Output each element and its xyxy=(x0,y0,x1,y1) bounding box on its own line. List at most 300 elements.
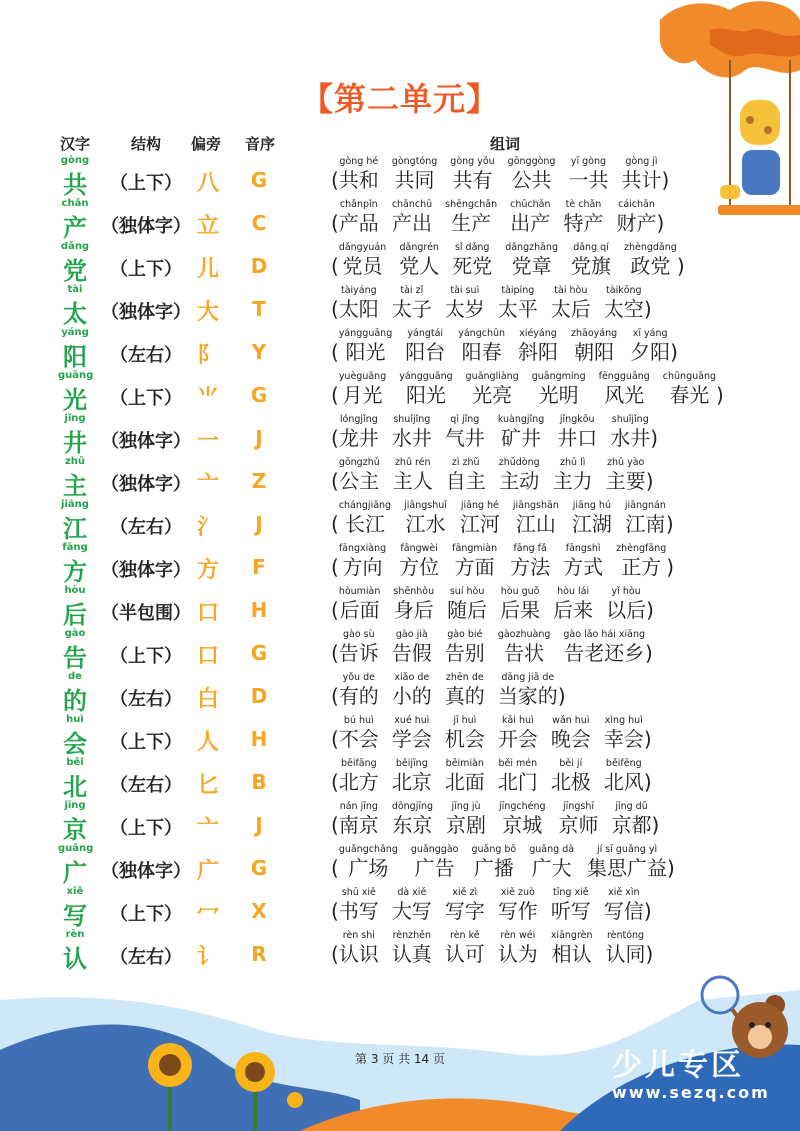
char-radical: 冖 xyxy=(196,902,219,927)
word-pinyin: guǎngchǎng xyxy=(338,844,398,855)
char-structure: （上下） xyxy=(110,904,182,925)
word-text: 北方 xyxy=(338,770,379,794)
word-pinyin: hòumiàn xyxy=(338,586,381,597)
hanzi-char: 井 xyxy=(63,429,87,457)
hanzi-char: 党 xyxy=(63,257,87,285)
open-paren: ( xyxy=(331,641,339,665)
word-text: 告老还乡 xyxy=(564,641,645,665)
open-paren: ( xyxy=(331,684,339,708)
header-char: 汉字 xyxy=(59,135,90,153)
word-item xyxy=(392,198,432,235)
word-item xyxy=(339,628,379,665)
word-pinyin: gōngzhǔ xyxy=(338,457,380,468)
word-item xyxy=(404,499,447,536)
char-radical: 方 xyxy=(196,558,219,583)
word-item xyxy=(471,843,516,880)
word-text: 不会 xyxy=(338,727,379,751)
word-pinyin: běi mén xyxy=(498,758,538,769)
table-row xyxy=(0,802,800,845)
word-item xyxy=(663,370,716,407)
open-paren: ( xyxy=(331,598,339,622)
word-item xyxy=(339,886,379,923)
word-group xyxy=(331,155,669,192)
word-item xyxy=(625,499,666,536)
word-pinyin: zhāoyáng xyxy=(571,328,618,339)
word-pinyin: guāngmíng xyxy=(531,371,586,382)
word-pinyin: dǎngrén xyxy=(399,242,439,253)
word-pinyin: xiě zuò xyxy=(500,887,535,898)
char-pinyin: huì xyxy=(66,714,84,725)
word-group xyxy=(331,843,675,880)
char-radical: 八 xyxy=(196,171,219,196)
word-text: 认为 xyxy=(497,942,538,966)
hanzi-char: 光 xyxy=(63,386,87,414)
word-text: 后来 xyxy=(553,598,594,622)
word-item xyxy=(445,198,497,235)
word-text: 方式 xyxy=(563,555,604,579)
char-structure: （独体字） xyxy=(101,474,191,495)
word-text: 以后 xyxy=(606,598,647,622)
word-text: 矿井 xyxy=(501,426,542,450)
word-item xyxy=(339,843,398,880)
close-paren: ) xyxy=(676,254,685,278)
word-item xyxy=(339,714,379,751)
word-group xyxy=(331,671,566,708)
word-text: 北极 xyxy=(550,770,591,794)
page-title: 【第二单元】 xyxy=(300,80,499,118)
word-pinyin: yángguāng xyxy=(338,328,393,339)
word-item xyxy=(498,413,544,450)
word-item xyxy=(508,155,556,192)
word-item xyxy=(568,155,608,192)
word-pinyin: jiāngshuǐ xyxy=(404,500,447,511)
open-paren: ( xyxy=(331,254,339,278)
word-pinyin: yuèguāng xyxy=(338,371,387,382)
word-item xyxy=(392,671,432,708)
word-pinyin: zhǔ lì xyxy=(560,457,586,468)
char-pinyin: chǎn xyxy=(61,198,89,209)
word-text: 共同 xyxy=(394,168,435,192)
pinyin-initial: J xyxy=(255,512,263,536)
word-text: 水井 xyxy=(610,426,651,450)
word-text: 太阳 xyxy=(338,297,379,321)
word-pinyin: xiě xìn xyxy=(608,887,640,898)
hanzi-char: 后 xyxy=(63,601,87,629)
char-structure: （左右） xyxy=(110,345,182,366)
close-paren: ) xyxy=(656,211,665,235)
word-text: 集思广益 xyxy=(587,856,668,880)
word-item xyxy=(392,284,432,321)
word-item xyxy=(339,499,391,536)
word-pinyin: zhèngfāng xyxy=(616,543,667,554)
word-pinyin: tài hòu xyxy=(554,285,588,296)
word-item xyxy=(392,886,432,923)
word-text: 生产 xyxy=(451,211,492,235)
word-item xyxy=(339,241,386,278)
word-text: 方向 xyxy=(342,555,383,579)
word-item xyxy=(392,628,432,665)
word-pinyin: xiāngrèn xyxy=(550,930,593,941)
word-pinyin: rènzhēn xyxy=(392,930,432,941)
word-item xyxy=(551,714,591,751)
word-item xyxy=(498,671,558,708)
char-pinyin: jiāng xyxy=(61,499,89,510)
table-row xyxy=(0,372,800,415)
pinyin-initial: H xyxy=(250,598,268,622)
hanzi-char: 阳 xyxy=(63,343,87,371)
word-pinyin: fāngxiàng xyxy=(338,543,387,554)
word-pinyin: zhǔdòng xyxy=(498,457,540,468)
word-item xyxy=(339,929,379,966)
word-pinyin: cáichǎn xyxy=(618,199,655,210)
word-text: 认识 xyxy=(338,942,379,966)
word-text: 北门 xyxy=(497,770,538,794)
word-pinyin: jīng dū xyxy=(615,801,648,812)
word-item xyxy=(339,800,379,837)
word-text: 写作 xyxy=(497,899,538,923)
word-item xyxy=(604,886,644,923)
word-item xyxy=(571,327,617,364)
word-item xyxy=(445,929,485,966)
word-pinyin: shēnhòu xyxy=(393,586,435,597)
word-text: 广大 xyxy=(531,856,572,880)
word-pinyin: dōngjīng xyxy=(391,801,434,812)
hanzi-char: 主 xyxy=(63,472,87,500)
table-row xyxy=(0,415,800,458)
char-pinyin: rèn xyxy=(65,929,85,940)
word-item xyxy=(606,585,646,622)
char-pinyin: hòu xyxy=(64,585,86,596)
word-pinyin: fāngshì xyxy=(565,543,601,554)
pinyin-initial: Z xyxy=(251,469,267,493)
pinyin-initial: J xyxy=(255,813,263,837)
hanzi-char: 广 xyxy=(63,859,87,887)
char-pinyin: guāng xyxy=(58,370,94,381)
table-row xyxy=(0,587,800,630)
header-sequence: 音序 xyxy=(244,135,275,153)
pinyin-initial: Y xyxy=(251,340,267,364)
table-row xyxy=(0,931,800,974)
word-item xyxy=(446,456,486,493)
word-pinyin: guāngliàng xyxy=(465,371,519,382)
word-item xyxy=(339,671,379,708)
pinyin-initial: J xyxy=(255,426,263,450)
word-group xyxy=(331,499,674,536)
word-item xyxy=(392,800,433,837)
char-structure: （上下） xyxy=(110,388,182,409)
close-paren: ) xyxy=(645,641,653,665)
word-pinyin: xìng huì xyxy=(604,715,643,726)
table-row xyxy=(0,845,800,888)
word-pinyin: rèn shi xyxy=(342,930,375,941)
char-pinyin: jǐng xyxy=(64,413,86,424)
word-text: 认真 xyxy=(391,942,432,966)
hanzi-char: 产 xyxy=(63,214,87,242)
word-item xyxy=(498,714,538,751)
word-text: 斜阳 xyxy=(518,340,559,364)
word-text: 太平 xyxy=(497,297,538,321)
word-item xyxy=(587,843,667,880)
hanzi-char: 写 xyxy=(63,902,87,930)
word-item xyxy=(339,327,392,364)
word-text: 公主 xyxy=(339,469,380,493)
word-item xyxy=(405,327,445,364)
word-pinyin: tàikōng xyxy=(606,285,642,296)
open-paren: ( xyxy=(331,512,339,536)
word-text: 江水 xyxy=(405,512,446,536)
word-text: 共计 xyxy=(621,168,662,192)
word-item xyxy=(339,542,386,579)
table-row xyxy=(0,243,800,286)
word-pinyin: zhǔ rén xyxy=(394,457,431,468)
word-pinyin: suí hòu xyxy=(449,586,485,597)
word-pinyin: shuǐjǐng xyxy=(393,414,431,425)
char-pinyin: tài xyxy=(67,284,83,295)
word-item xyxy=(612,800,652,837)
word-text: 长江 xyxy=(344,512,385,536)
word-pinyin: tàipíng xyxy=(501,285,535,296)
word-item xyxy=(606,456,646,493)
word-item xyxy=(498,757,538,794)
pinyin-initial: G xyxy=(250,168,268,192)
open-paren: ( xyxy=(331,555,339,579)
word-pinyin: dǎngyuán xyxy=(338,242,387,253)
char-pinyin: gào xyxy=(64,628,86,639)
word-pinyin: jiāng hú xyxy=(572,500,611,511)
char-structure: （上下） xyxy=(110,646,182,667)
close-paren: ) xyxy=(665,512,674,536)
hanzi-char: 认 xyxy=(63,945,87,973)
word-pinyin: kuàngjǐng xyxy=(497,414,545,425)
word-text: 夕阳 xyxy=(630,340,671,364)
close-paren: ) xyxy=(643,899,652,923)
word-text: 后面 xyxy=(339,598,380,622)
word-group xyxy=(331,327,678,364)
word-item xyxy=(610,413,650,450)
word-pinyin: jiāng hé xyxy=(460,500,499,511)
char-radical: 儿 xyxy=(196,257,219,282)
word-text: 党旗 xyxy=(571,254,611,278)
word-text: 广播 xyxy=(473,856,514,880)
open-paren: ( xyxy=(331,168,339,192)
word-pinyin: sǐ dǎng xyxy=(454,242,490,253)
word-group xyxy=(331,714,652,751)
word-pinyin: jǐngkǒu xyxy=(559,414,595,425)
char-structure: （独体字） xyxy=(101,302,191,323)
table-row xyxy=(0,200,800,243)
table-row xyxy=(0,759,800,802)
word-item xyxy=(392,757,432,794)
word-pinyin: gòng jì xyxy=(625,156,658,167)
word-text: 阳春 xyxy=(461,340,502,364)
word-text: 特产 xyxy=(563,211,604,235)
word-text: 晚会 xyxy=(550,727,591,751)
word-item xyxy=(460,499,500,536)
close-paren: ) xyxy=(643,727,652,751)
word-pinyin: fēngguāng xyxy=(598,371,650,382)
word-group xyxy=(331,456,654,493)
word-pinyin: tàiyáng xyxy=(340,285,377,296)
open-paren: ( xyxy=(331,942,339,966)
word-item xyxy=(510,542,550,579)
word-text: 龙井 xyxy=(338,426,379,450)
pinyin-initial: G xyxy=(250,383,268,407)
word-text: 方面 xyxy=(454,555,495,579)
word-pinyin: xiéyáng xyxy=(519,328,557,339)
open-paren: ( xyxy=(331,426,339,450)
table-row xyxy=(0,501,800,544)
word-group xyxy=(331,929,653,966)
word-text: 江山 xyxy=(515,512,556,536)
word-item xyxy=(499,800,545,837)
open-paren: ( xyxy=(331,813,339,837)
char-pinyin: guǎng xyxy=(58,843,94,854)
word-item xyxy=(621,155,661,192)
word-text: 月光 xyxy=(342,383,383,407)
word-pinyin: jí sī guǎng yì xyxy=(596,844,658,855)
word-text: 相认 xyxy=(551,942,592,966)
word-item xyxy=(339,370,386,407)
word-pinyin: yángchūn xyxy=(458,328,506,339)
close-paren: ) xyxy=(557,684,566,708)
char-structure: （左右） xyxy=(110,947,182,968)
header-words: 组词 xyxy=(489,135,520,153)
word-pinyin: tè chǎn xyxy=(565,199,602,210)
header-structure: 结构 xyxy=(130,135,161,153)
word-item xyxy=(339,198,379,235)
word-pinyin: yǒu de xyxy=(342,672,375,683)
word-pinyin: jī huì xyxy=(453,715,477,726)
word-pinyin: zì zhǔ xyxy=(451,457,480,468)
word-item xyxy=(399,542,439,579)
word-pinyin: fāng fǎ xyxy=(513,543,547,554)
pinyin-initial: H xyxy=(250,727,268,751)
word-text: 阳光 xyxy=(405,383,446,407)
open-paren: ( xyxy=(331,770,339,794)
char-radical: ⺌ xyxy=(196,386,219,411)
word-item xyxy=(572,499,612,536)
char-structure: （上下） xyxy=(110,259,182,280)
pinyin-initial: G xyxy=(250,641,268,665)
char-radical: 亠 xyxy=(196,472,219,497)
word-item xyxy=(445,886,485,923)
table-row xyxy=(0,544,800,587)
word-pinyin: yī gòng xyxy=(570,156,607,167)
table-row xyxy=(0,329,800,372)
word-text: 太子 xyxy=(391,297,432,321)
word-group xyxy=(331,628,653,665)
close-paren: ) xyxy=(651,813,660,837)
word-text: 江南 xyxy=(625,512,666,536)
word-item xyxy=(339,456,380,493)
char-radical: 匕 xyxy=(196,773,219,798)
hanzi-char: 北 xyxy=(63,773,87,801)
word-item xyxy=(498,929,538,966)
word-pinyin: wǎn huì xyxy=(552,715,590,726)
word-text: 太后 xyxy=(550,297,591,321)
word-text: 认可 xyxy=(444,942,485,966)
table-row xyxy=(0,673,800,716)
word-pinyin: shuǐjǐng xyxy=(611,414,649,425)
word-item xyxy=(571,241,611,278)
word-text: 风光 xyxy=(604,383,645,407)
word-item xyxy=(513,499,559,536)
word-text: 真的 xyxy=(444,684,485,708)
word-text: 光明 xyxy=(538,383,579,407)
word-item xyxy=(553,456,593,493)
word-text: 井口 xyxy=(557,426,598,450)
word-text: 水井 xyxy=(391,426,432,450)
word-text: 方位 xyxy=(399,555,440,579)
word-item xyxy=(616,198,656,235)
close-paren: ) xyxy=(670,340,678,364)
pinyin-initial: C xyxy=(251,211,267,235)
word-item xyxy=(604,714,644,751)
word-text: 共和 xyxy=(338,168,379,192)
word-text: 广场 xyxy=(348,856,389,880)
word-text: 告状 xyxy=(504,641,545,665)
close-paren: ) xyxy=(645,942,654,966)
word-item xyxy=(563,542,603,579)
word-text: 告诉 xyxy=(338,641,379,665)
char-structure: （左右） xyxy=(110,689,182,710)
word-pinyin: yángtái xyxy=(407,328,444,339)
char-pinyin: zhǔ xyxy=(64,456,86,467)
char-pinyin: dǎng xyxy=(60,241,90,252)
open-paren: ( xyxy=(331,727,339,751)
word-text: 当家的 xyxy=(497,684,558,708)
word-item xyxy=(339,585,381,622)
word-pinyin: rèn wéi xyxy=(500,930,536,941)
word-text: 主力 xyxy=(552,469,593,493)
word-text: 北京 xyxy=(391,770,432,794)
word-item xyxy=(445,413,485,450)
word-item xyxy=(339,284,379,321)
hanzi-char: 的 xyxy=(63,687,87,715)
word-text: 京都 xyxy=(611,813,652,837)
char-structure: （独体字） xyxy=(101,560,191,581)
char-pinyin: yáng xyxy=(61,327,89,338)
word-text: 正方 xyxy=(621,555,662,579)
word-pinyin: fāngwèi xyxy=(400,543,438,554)
char-pinyin: xiě xyxy=(66,886,84,897)
word-item xyxy=(339,757,379,794)
word-pinyin: xiǎo de xyxy=(394,672,430,683)
word-pinyin: rèntóng xyxy=(606,930,645,941)
close-paren: ) xyxy=(646,598,654,622)
word-item xyxy=(445,671,485,708)
word-text: 春光 xyxy=(669,383,710,407)
word-item xyxy=(392,929,432,966)
word-item xyxy=(498,284,538,321)
word-item xyxy=(498,886,538,923)
word-text: 幸会 xyxy=(603,727,644,751)
word-pinyin: nán jīng xyxy=(339,801,378,812)
word-group xyxy=(331,886,652,923)
char-radical: 一 xyxy=(196,429,219,454)
word-group xyxy=(331,413,658,450)
word-pinyin: chūchǎn xyxy=(510,199,551,210)
word-text: 告别 xyxy=(444,641,485,665)
page-number: 第 3 页 共 14 页 xyxy=(355,1052,445,1066)
word-pinyin: běijīng xyxy=(395,758,428,769)
word-group xyxy=(331,241,685,278)
word-item xyxy=(411,843,459,880)
close-paren: ) xyxy=(667,856,675,880)
word-group xyxy=(331,198,664,235)
word-item xyxy=(452,542,497,579)
word-item xyxy=(616,542,666,579)
